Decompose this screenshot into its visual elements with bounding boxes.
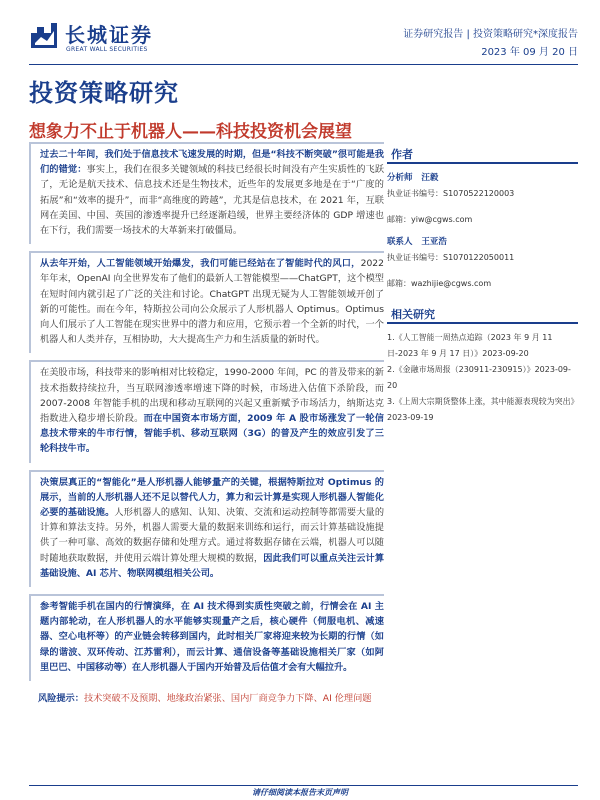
risk-warning xyxy=(29,688,384,706)
summary-paragraph-2 xyxy=(29,251,384,353)
authors-title: 作者 xyxy=(391,148,413,161)
para3-highlight: 而在中国资本市场方面，2009 年 A 股市场涨发了一轮信息技术带来的牛市行情，智能手机、移动互联网（3G）的普及产生的效应引发了三轮科技牛市。 xyxy=(40,413,384,455)
para4-highlight: 决策层真正的“智能化”是人形机器人能够量产的关键，根据特斯拉对 Optimus 的展示，当前的人形机器人还不足以替代人力，算力和云计算是实现人形机器人智能化必要的基础设施。 xyxy=(40,476,384,519)
summary-column xyxy=(29,142,384,706)
para1-highlight: 过去二十年间，我们处于信息技术飞速发展的时期，但是“科技不断突破”很可能是我们的错觉： xyxy=(40,149,384,176)
logo-cn-text: 长城证券 xyxy=(65,23,153,47)
great-wall-logo-icon xyxy=(29,21,59,51)
summary-paragraph-4 xyxy=(29,470,384,587)
sidebar xyxy=(387,142,578,426)
footer-disclaimer: 请仔细阅读本报告末页声明 xyxy=(252,788,348,797)
analyst1-name: 汪毅 xyxy=(421,173,439,183)
related-list xyxy=(387,330,578,426)
para1-text: 事实上，我们在很多关键领域的科技已经很长时间没有产生实质性的飞跃了，无论是航天技术、信息技术还是生物技术，近些年的发展更多地是在于“广度的拓展”和“效率的提升”，而非“高维度的跨越”，尤其是信息技术，在 2021 年，互联网在美国、中国、英国的渗透率提升已经逐渐趋缓，世界主要经济体的 GDP 增速也在下行，我们需要一场技术的大革新来打破僵局。 xyxy=(40,164,385,237)
summary-paragraph-1 xyxy=(29,142,384,244)
summary-paragraph-5 xyxy=(29,594,384,681)
related-item-2[interactable]: 2.《金融市场周报（230911-230915）》2023-09-20 xyxy=(387,365,571,390)
analyst1-name-line xyxy=(387,170,578,186)
para4-highlight2: 因此我们可以重点关注云计算基础设施、AI 芯片、物联网模组相关公司。 xyxy=(40,552,385,579)
analyst2-email[interactable]: 邮箱：wazhijie@cgws.com xyxy=(387,279,492,288)
authors-header xyxy=(387,142,578,164)
related-header xyxy=(387,302,578,324)
related-item-1[interactable]: 1.《人工智能一周热点追踪（2023 年 9 月 11 日-2023 年 9 月 17 日）》2023-09-20 xyxy=(387,333,553,358)
para4-text: 人形机器人的感知、认知、决策、交流和运动控制等都需要大量的计算和算法支持。另外，机器人需要大量的数据来训练和运行，而云计算基础设施提供了一种可靠、高效的数据存储和处理方式。通过将数据存储在云端，机器人可以随时随地获取数据，并使用云端计算处理大规模的数据， xyxy=(40,507,385,564)
para2-highlight: 从去年开始，人工智能领域开始爆发，我们可能已经站在了智能时代的风口， xyxy=(40,258,361,270)
section-title: 投资策略研究 xyxy=(29,79,179,107)
footer-divider xyxy=(29,785,578,786)
analyst2-role: 联系人 xyxy=(387,237,413,247)
report-date: 2023 年 09 月 20 日 xyxy=(481,47,578,58)
analyst1-email[interactable]: 邮箱：yiw@cgws.com xyxy=(387,215,473,224)
analyst1-license: 执业证书编号：S1070522120003 xyxy=(387,189,515,198)
analyst2-license: 执业证书编号：S1070122050011 xyxy=(387,253,515,262)
report-title: 想象力不止于机器人——科技投资机会展望 xyxy=(29,122,352,142)
para5-highlight: 参考智能手机在国内的行情演绎，在 AI 技术得到实质性突破之前，行情会在 AI 主题内部轮动，在人形机器人的水平能够实现量产之后，核心硬件（伺服电机、减速器、空心电杯等）的产业链会转移到国内，此时相关厂家将迎来较为长期的行情（如绿的谐波、双环传动、江苏雷利），而云计算、通信设备等基础设施相关厂家（如阿里巴巴、中国移动等）在人形机器人于国内开始普及后估值才会有大幅拉升。 xyxy=(40,601,384,673)
para3-text: 在美股市场，科技带来的影响相对比较稳定，1990-2000 年间，PC 的普及带来的新技术指数持续拉升，当互联网渗透率增速下降的时候，市场进入估值下杀阶段，而 2007-2008 年智能手机的出现和移动互联网的兴起又重新赋予市场活力，纳斯达克指数进入稳步增长阶段。 xyxy=(40,367,384,425)
analyst1-role: 分析师 xyxy=(387,173,413,183)
logo-en-text: GREAT WALL SECURITIES xyxy=(66,46,148,53)
summary-paragraph-3 xyxy=(29,360,384,462)
risk-label: 风险提示： xyxy=(38,693,84,705)
related-item-3[interactable]: 3.《上周大宗期货整体上涨，其中能源表现较为突出》2023-09-19 xyxy=(387,397,575,422)
report-header xyxy=(0,0,600,70)
report-type: 证券研究报告 | 投资策略研究*深度报告 xyxy=(403,29,578,40)
risk-text: 技术突破不及预期、地缘政治紧张、国内厂商竞争力下降、AI 伦理问题 xyxy=(83,693,372,705)
para2-text: 2022 年年末，OpenAI 向全世界发布了他们的最新人工智能模型——ChatGPT，这个模型在短时间内就引起了广泛的关注和讨论。ChatGPT 出现无疑为人工智能领域开创了新的可能性。而在今年，特斯拉公司向公众展示了人形机器人 Optimus。Optimus 向人们展示了人工智能在现实世界中的潜力和应用，它预示着一个全新的时代，一个机器人和人类并存，互相协助，大大提高生产力和生活质量的新时代。 xyxy=(40,258,384,346)
company-logo xyxy=(29,19,179,61)
analyst2-name: 王亚浩 xyxy=(421,237,447,247)
analyst2-name-line xyxy=(387,234,578,250)
header-divider xyxy=(29,64,578,65)
related-title: 相关研究 xyxy=(391,308,435,321)
